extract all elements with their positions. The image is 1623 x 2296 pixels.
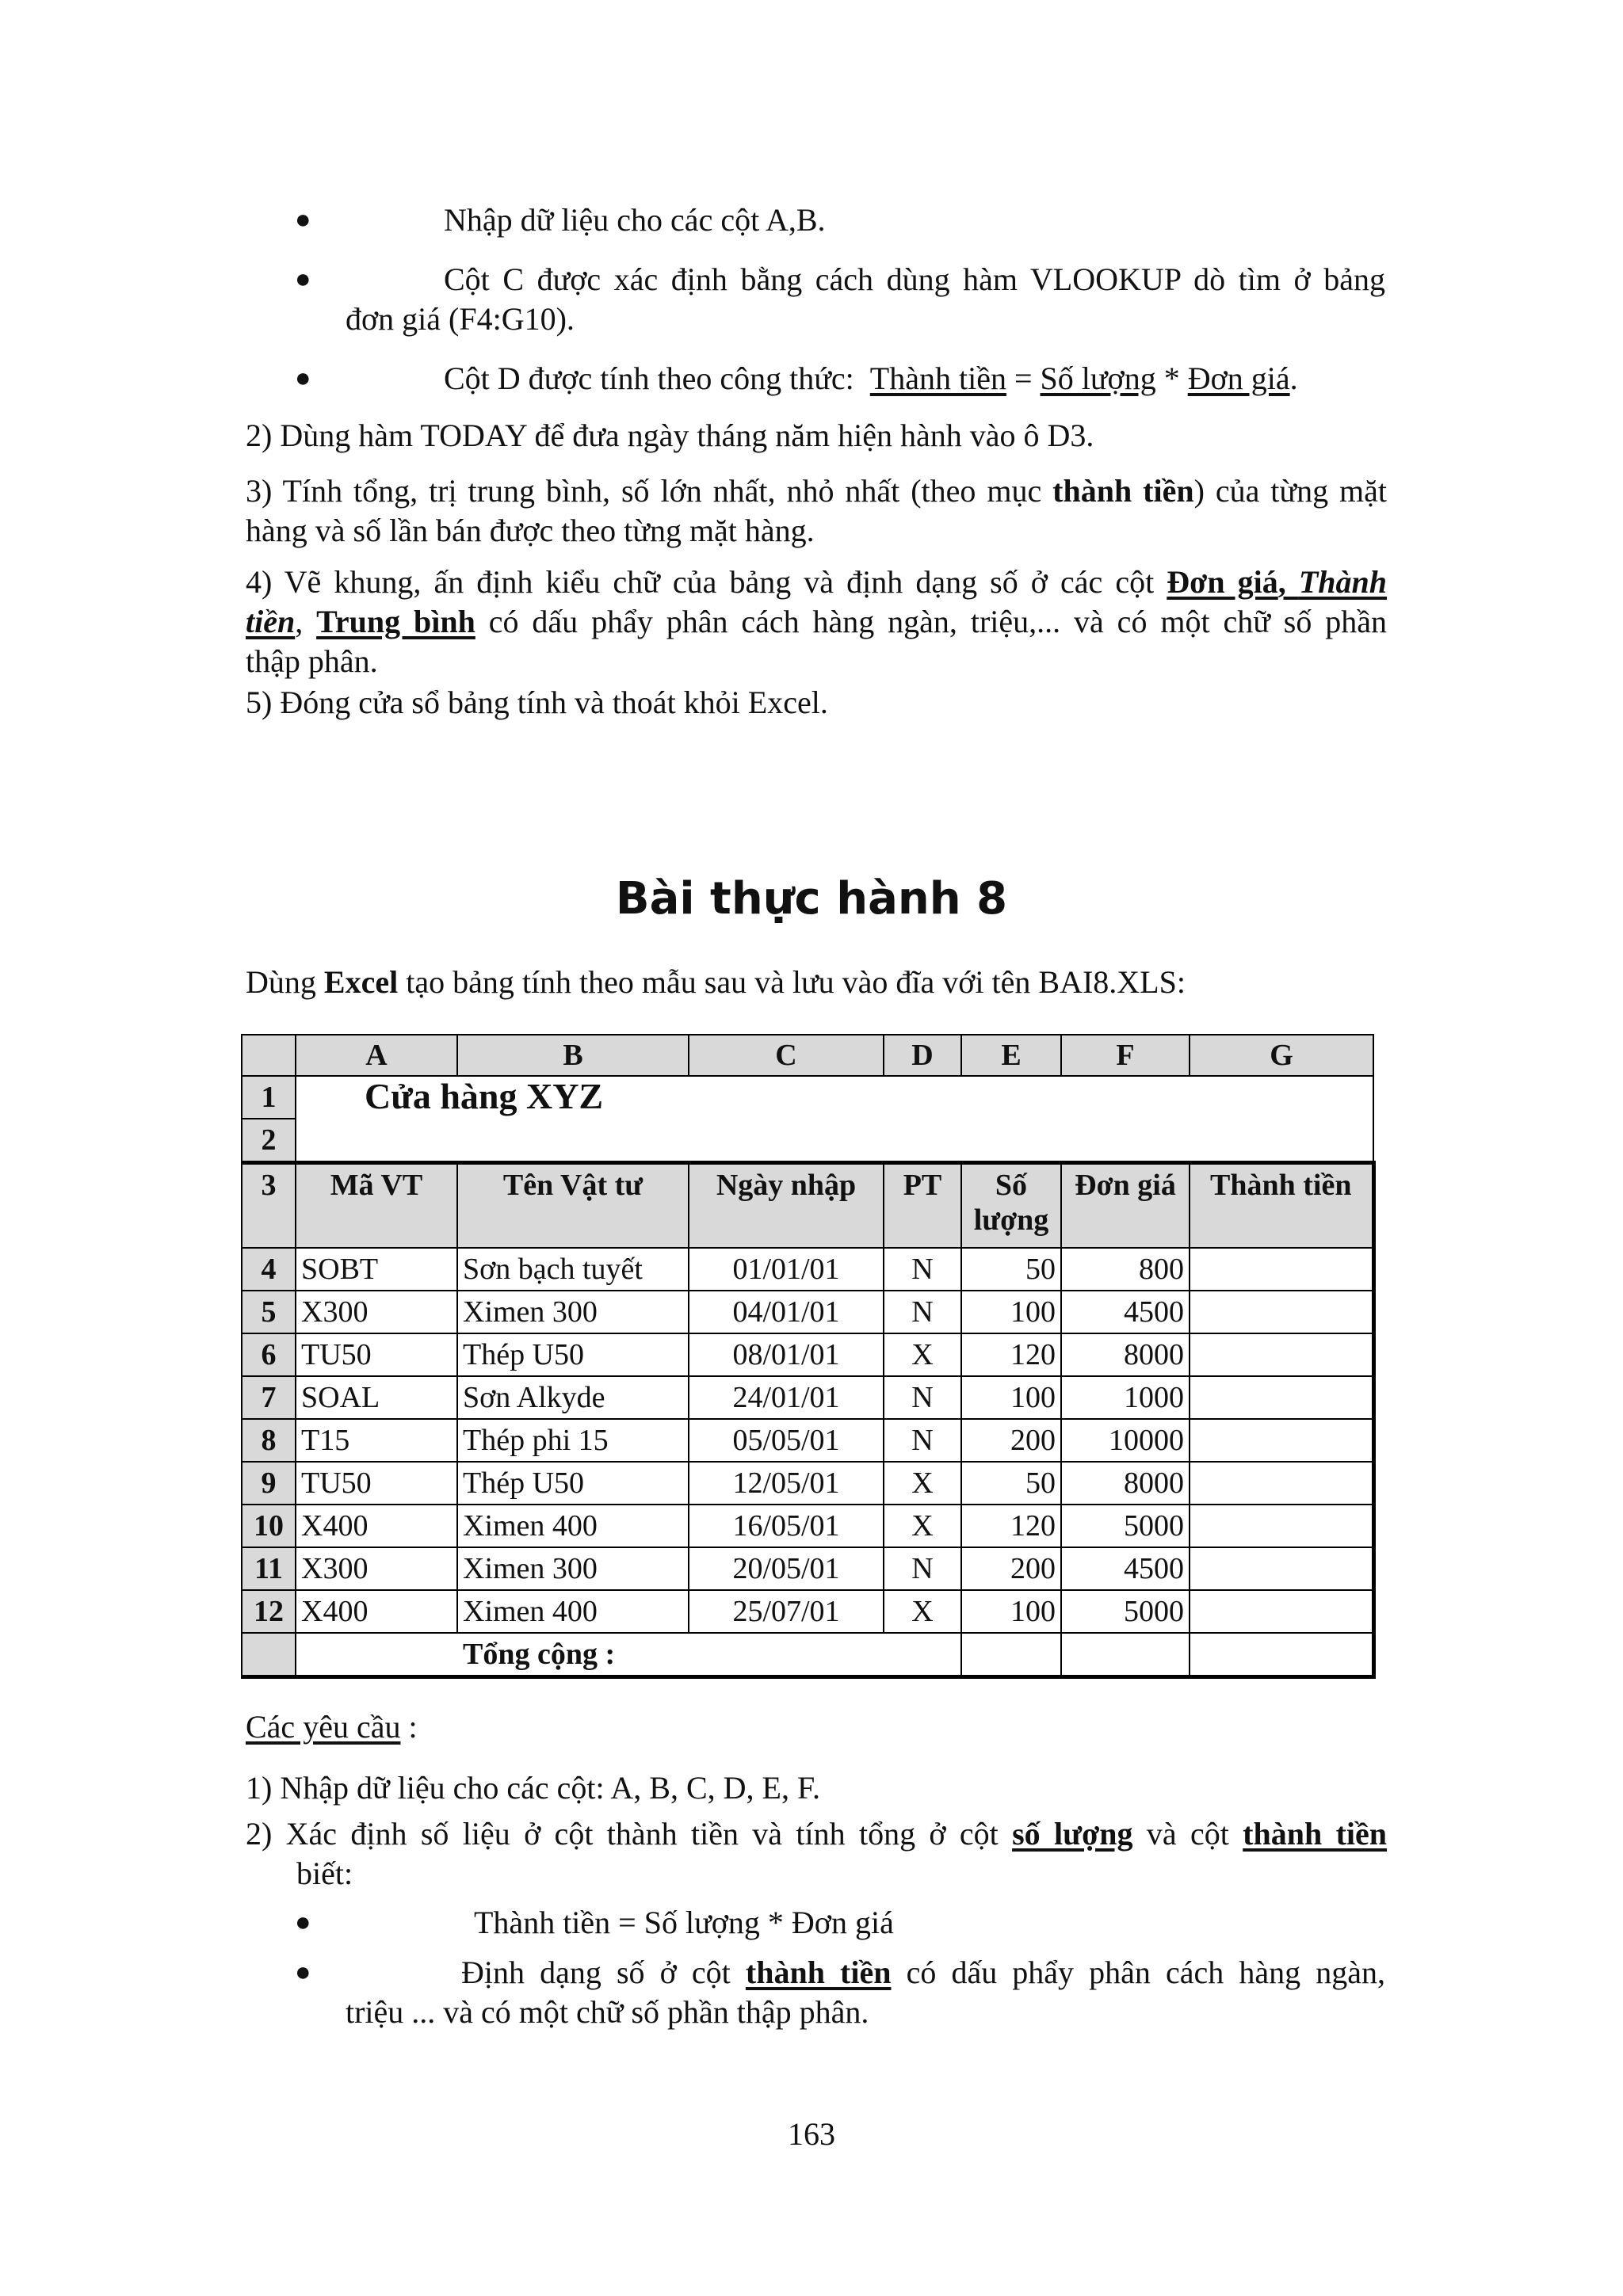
table-cell: 04/01/01 [689, 1291, 884, 1333]
text: và cột [1132, 1816, 1243, 1852]
bold-term: Excel [323, 964, 399, 1000]
table-cell: 100 [961, 1590, 1061, 1633]
column-letter: B [457, 1035, 689, 1076]
table-cell [1190, 1376, 1373, 1419]
formula-end: . [1289, 360, 1298, 396]
req-bullet-cont: triệu ... và có một chữ số phần thập phân. [346, 1994, 869, 2030]
table-cell [1190, 1462, 1373, 1505]
item-5: 5) Đóng cửa sổ bảng tính và thoát khỏi Excel. [246, 685, 828, 720]
table-cell: 5000 [1061, 1505, 1190, 1547]
item-4-cont: thập phân. [246, 643, 378, 679]
bold-term: thành tiền [1243, 1816, 1388, 1852]
text: có dấu phẩy phân cách hàng ngàn, triệu,... và có một chữ số phần [475, 604, 1388, 639]
table-cell: X300 [296, 1291, 457, 1333]
item-2: 2) Dùng hàm TODAY để đưa ngày tháng năm hiện hành vào ô D3. [246, 418, 1094, 453]
total-cell [961, 1633, 1061, 1677]
row-number: 1 [242, 1076, 296, 1119]
table-cell [1190, 1590, 1373, 1633]
row-number: 11 [242, 1547, 296, 1590]
item-3 [246, 471, 1387, 511]
bold-term: thành tiền [745, 1955, 892, 1990]
exercise-title: Bài thực hành 8 [615, 873, 1008, 925]
bullet: ● [295, 1908, 311, 1937]
table-cell: 50 [961, 1462, 1061, 1505]
header-cell: Ngày nhập [689, 1163, 884, 1249]
row-number: 7 [242, 1376, 296, 1419]
table-cell: 24/01/01 [689, 1376, 884, 1419]
text: , [1277, 564, 1299, 600]
page-number: 163 [788, 2116, 835, 2152]
bold-term: Trung bình [316, 604, 475, 639]
header-cell: Mã VT [296, 1163, 457, 1249]
table-cell: N [884, 1248, 961, 1291]
table-cell: TU50 [296, 1462, 457, 1505]
table-cell: X400 [296, 1590, 457, 1633]
table-cell [1190, 1547, 1373, 1590]
total-cell [1190, 1633, 1373, 1677]
bullet: ● [295, 205, 311, 235]
row-number: 8 [242, 1419, 296, 1462]
table-cell [1190, 1248, 1373, 1291]
requirements-heading: Các yêu cầu [246, 1709, 401, 1745]
bullet-text: Nhập dữ liệu cho các cột A,B. [444, 202, 826, 238]
table-row [242, 1376, 1373, 1419]
table-cell: Ximen 400 [457, 1590, 689, 1633]
table-cell: T15 [296, 1419, 457, 1462]
table-cell: 8000 [1061, 1333, 1190, 1376]
bullet: ● [295, 1958, 311, 1987]
column-letter: D [884, 1035, 961, 1076]
table-cell [1190, 1291, 1373, 1333]
text: 4) Vẽ khung, ấn định kiểu chữ của bảng và định dạng số ở các cột [246, 564, 1167, 600]
formula-op: * [1155, 360, 1188, 396]
table-cell: 16/05/01 [689, 1505, 884, 1547]
formula-term: Thành tiền [869, 360, 1006, 396]
column-letter: A [296, 1035, 457, 1076]
table-cell: 200 [961, 1547, 1061, 1590]
table-cell: X [884, 1333, 961, 1376]
table-row [242, 1333, 1373, 1376]
formula-op: = [1006, 360, 1041, 396]
table-cell: 25/07/01 [689, 1590, 884, 1633]
bold-term: Đơn giá [1167, 564, 1278, 600]
bold-term: Thành [1298, 564, 1387, 600]
table-cell: X [884, 1505, 961, 1547]
text: Định dạng số ở cột [461, 1955, 746, 1990]
spreadsheet-table [241, 1034, 1376, 1679]
header-cell: Tên Vật tư [457, 1163, 689, 1249]
header-cell: Đơn giá [1061, 1163, 1190, 1249]
req-1: 1) Nhập dữ liệu cho các cột: A, B, C, D, E, F. [246, 1770, 821, 1806]
column-letter: E [961, 1035, 1061, 1076]
table-row [242, 1547, 1373, 1590]
table-cell: Sơn bạch tuyết [457, 1248, 689, 1291]
row-number: 9 [242, 1462, 296, 1505]
table-cell: TU50 [296, 1333, 457, 1376]
table-row [242, 1590, 1373, 1633]
table-cell: 08/01/01 [689, 1333, 884, 1376]
table-cell: Sơn Alkyde [457, 1376, 689, 1419]
table-cell: 800 [1061, 1248, 1190, 1291]
table-cell: 20/05/01 [689, 1547, 884, 1590]
text: có dấu phẩy phân cách hàng ngàn, [891, 1955, 1386, 1990]
table-cell: 50 [961, 1248, 1061, 1291]
column-letter: F [1061, 1035, 1190, 1076]
header-cell: PT [884, 1163, 961, 1249]
table-cell: 8000 [1061, 1462, 1190, 1505]
table-cell: 120 [961, 1505, 1061, 1547]
row-number: 5 [242, 1291, 296, 1333]
bold-term: số lượng [1012, 1816, 1133, 1852]
table-cell: X300 [296, 1547, 457, 1590]
table-cell: 12/05/01 [689, 1462, 884, 1505]
bold-term: tiền [246, 604, 296, 639]
table-cell: 4500 [1061, 1291, 1190, 1333]
table-cell: 200 [961, 1419, 1061, 1462]
bullet-text: Cột C được xác định bằng cách dùng hàm VLOOKUP dò tìm ở bảng [444, 261, 1385, 297]
shop-name: Cửa hàng XYZ [365, 1076, 604, 1116]
table-cell: Thép U50 [457, 1462, 689, 1505]
intro-text [246, 963, 1387, 1002]
table-row [242, 1248, 1373, 1291]
text: 2) Xác định số liệu ở cột thành tiền và tính tổng ở cột [246, 1816, 1013, 1852]
text: , [295, 604, 317, 639]
header-cell: Số lượng [961, 1163, 1061, 1249]
item-4-cont [246, 602, 1387, 642]
table-cell: N [884, 1547, 961, 1590]
sheet-row [242, 1076, 1373, 1119]
table-cell: N [884, 1291, 961, 1333]
table-cell: N [884, 1376, 961, 1419]
table-cell: SOAL [296, 1376, 457, 1419]
row-number [242, 1633, 296, 1677]
table-cell: Thép phi 15 [457, 1419, 689, 1462]
row-number: 3 [242, 1163, 296, 1249]
req-2-cont: biết: [296, 1855, 353, 1891]
bullet-text-cont: đơn giá (F4:G10). [346, 301, 575, 337]
empty-cell [296, 1119, 1373, 1163]
table-cell: Ximen 300 [457, 1547, 689, 1590]
formula-term: Đơn giá [1187, 360, 1290, 396]
table-cell: 05/05/01 [689, 1419, 884, 1462]
table-cell: 100 [961, 1291, 1061, 1333]
table-cell: 5000 [1061, 1590, 1190, 1633]
table-cell: 01/01/01 [689, 1248, 884, 1291]
table-row [242, 1462, 1373, 1505]
table-cell: 4500 [1061, 1547, 1190, 1590]
row-number: 2 [242, 1119, 296, 1163]
table-cell: 100 [961, 1376, 1061, 1419]
table-cell [1190, 1419, 1373, 1462]
item-4 [246, 563, 1387, 602]
text: 3) Tính tổng, trị trung bình, số lớn nhất, nhỏ nhất (theo mục [246, 473, 1053, 509]
table-cell: 10000 [1061, 1419, 1190, 1462]
header-cell: Thành tiền [1190, 1163, 1373, 1249]
bold-term: thành tiền [1052, 473, 1194, 509]
total-cell [1061, 1633, 1190, 1677]
table-cell: Ximen 400 [457, 1505, 689, 1547]
table-cell: Ximen 300 [457, 1291, 689, 1333]
item-3-cont: hàng và số lần bán được theo từng mặt hàng. [246, 513, 815, 548]
column-letter: C [689, 1035, 884, 1076]
bullet-text [444, 359, 1298, 399]
table-cell: 1000 [1061, 1376, 1190, 1419]
bullet: ● [295, 265, 311, 294]
shop-name-cell [296, 1076, 1373, 1119]
row-number: 4 [242, 1248, 296, 1291]
formula-intro: Cột D được tính theo công thức: [444, 360, 854, 396]
bullet: ● [295, 364, 311, 393]
table-cell: X [884, 1462, 961, 1505]
formula-term: Số lượng [1040, 360, 1156, 396]
table-row [242, 1505, 1373, 1547]
row-number: 12 [242, 1590, 296, 1633]
table-cell [1190, 1505, 1373, 1547]
table-row [242, 1419, 1373, 1462]
column-header-row [242, 1035, 1373, 1076]
req-bullet: Thành tiền = Số lượng * Đơn giá [474, 1905, 894, 1940]
text: : [400, 1709, 418, 1745]
table-cell: X [884, 1590, 961, 1633]
total-row [242, 1633, 1373, 1677]
text: ) của từng mặt [1193, 473, 1387, 509]
table-row [242, 1291, 1373, 1333]
row-number: 10 [242, 1505, 296, 1547]
table-header-row [242, 1163, 1373, 1249]
row-number: 6 [242, 1333, 296, 1376]
table-cell: 120 [961, 1333, 1061, 1376]
table-cell: X400 [296, 1505, 457, 1547]
table-cell: N [884, 1419, 961, 1462]
text: Dùng [246, 964, 324, 1000]
column-letter: G [1190, 1035, 1373, 1076]
table-cell [1190, 1333, 1373, 1376]
total-label: Tổng cộng : [296, 1633, 961, 1677]
corner-cell [242, 1035, 296, 1076]
text: tạo bảng tính theo mẫu sau và lưu vào đĩa với tên BAI8.XLS: [398, 964, 1186, 1000]
sheet-row [242, 1119, 1373, 1163]
table-cell: SOBT [296, 1248, 457, 1291]
table-cell: Thép U50 [457, 1333, 689, 1376]
